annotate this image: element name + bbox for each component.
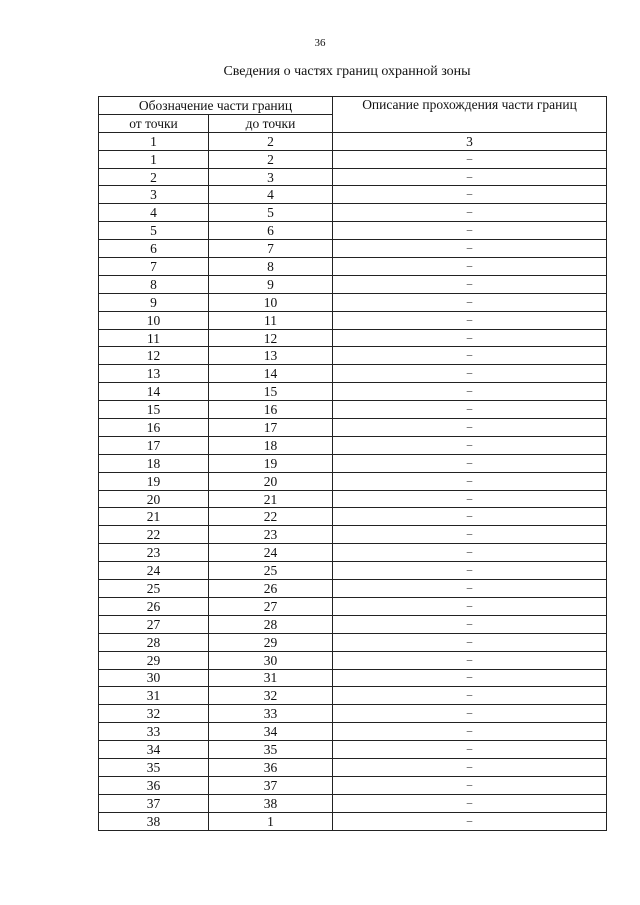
column-index-row [99, 132, 607, 150]
to-point-cell: 12 [209, 329, 333, 347]
description-cell: – [333, 490, 607, 508]
to-point-cell: 5 [209, 204, 333, 222]
from-point-cell: 35 [99, 758, 209, 776]
to-point-cell: 27 [209, 597, 333, 615]
table-row [99, 580, 607, 598]
to-point-cell: 31 [209, 669, 333, 687]
from-point-cell: 30 [99, 669, 209, 687]
from-point-cell: 34 [99, 741, 209, 759]
description-cell: – [333, 347, 607, 365]
from-point-cell: 17 [99, 436, 209, 454]
description-cell: – [333, 687, 607, 705]
to-point-cell: 33 [209, 705, 333, 723]
description-cell: – [333, 741, 607, 759]
description-cell: – [333, 544, 607, 562]
table-row [99, 508, 607, 526]
to-point-cell: 20 [209, 472, 333, 490]
description-cell: – [333, 222, 607, 240]
from-point-cell: 10 [99, 311, 209, 329]
description-cell: – [333, 615, 607, 633]
table-row [99, 723, 607, 741]
description-cell: – [333, 508, 607, 526]
description-cell: – [333, 365, 607, 383]
column-index-to: 2 [209, 132, 333, 150]
column-index-desc: 3 [333, 132, 607, 150]
table-row [99, 436, 607, 454]
description-cell: – [333, 240, 607, 258]
to-point-cell: 18 [209, 436, 333, 454]
description-cell: – [333, 597, 607, 615]
table-row [99, 794, 607, 812]
from-point-cell: 20 [99, 490, 209, 508]
to-point-cell: 34 [209, 723, 333, 741]
table-row [99, 258, 607, 276]
from-point-cell: 22 [99, 526, 209, 544]
to-point-cell: 23 [209, 526, 333, 544]
from-point-cell: 31 [99, 687, 209, 705]
from-point-cell: 7 [99, 258, 209, 276]
table-row [99, 687, 607, 705]
from-point-cell: 2 [99, 168, 209, 186]
description-cell: – [333, 562, 607, 580]
from-point-cell: 36 [99, 776, 209, 794]
table-row [99, 311, 607, 329]
description-cell: – [333, 419, 607, 437]
to-point-cell: 26 [209, 580, 333, 598]
table-row [99, 633, 607, 651]
description-cell: – [333, 758, 607, 776]
table-row [99, 669, 607, 687]
from-point-cell: 21 [99, 508, 209, 526]
table-row [99, 204, 607, 222]
description-cell: – [333, 186, 607, 204]
column-index-from: 1 [99, 132, 209, 150]
table-row [99, 329, 607, 347]
table-row [99, 544, 607, 562]
description-cell: – [333, 723, 607, 741]
page-number: 36 [314, 37, 326, 49]
to-point-cell: 19 [209, 454, 333, 472]
description-cell: – [333, 812, 607, 830]
description-cell: – [333, 329, 607, 347]
description-cell: – [333, 401, 607, 419]
description-cell: – [333, 436, 607, 454]
to-point-cell: 21 [209, 490, 333, 508]
table-header [99, 97, 607, 151]
to-point-cell: 4 [209, 186, 333, 204]
table-row [99, 741, 607, 759]
to-point-cell: 1 [209, 812, 333, 830]
to-point-cell: 32 [209, 687, 333, 705]
from-point-cell: 12 [99, 347, 209, 365]
to-point-cell: 22 [209, 508, 333, 526]
from-point-cell: 14 [99, 383, 209, 401]
to-point-header: до точки [209, 114, 333, 132]
description-cell: – [333, 168, 607, 186]
from-point-cell: 23 [99, 544, 209, 562]
from-point-cell: 4 [99, 204, 209, 222]
table-row [99, 150, 607, 168]
to-point-cell: 11 [209, 311, 333, 329]
to-point-cell: 25 [209, 562, 333, 580]
description-cell: – [333, 275, 607, 293]
table-row [99, 222, 607, 240]
from-point-cell: 28 [99, 633, 209, 651]
to-point-cell: 7 [209, 240, 333, 258]
table-row [99, 615, 607, 633]
from-point-cell: 24 [99, 562, 209, 580]
to-point-cell: 6 [209, 222, 333, 240]
from-point-cell: 13 [99, 365, 209, 383]
from-point-cell: 8 [99, 275, 209, 293]
to-point-cell: 35 [209, 741, 333, 759]
table-row [99, 526, 607, 544]
header-row-group [99, 97, 607, 115]
to-point-cell: 29 [209, 633, 333, 651]
table-row [99, 490, 607, 508]
boundary-part-designation-header: Обозначение части границ [99, 97, 333, 115]
to-point-cell: 17 [209, 419, 333, 437]
from-point-cell: 11 [99, 329, 209, 347]
from-point-cell: 38 [99, 812, 209, 830]
to-point-cell: 38 [209, 794, 333, 812]
from-point-cell: 37 [99, 794, 209, 812]
description-cell: – [333, 580, 607, 598]
document-title: Сведения о частях границ охранной зоны [223, 64, 471, 79]
description-cell: – [333, 669, 607, 687]
from-point-cell: 16 [99, 419, 209, 437]
description-cell: – [333, 454, 607, 472]
table-row [99, 812, 607, 830]
table-row [99, 651, 607, 669]
table-row [99, 383, 607, 401]
to-point-cell: 24 [209, 544, 333, 562]
from-point-cell: 1 [99, 150, 209, 168]
to-point-cell: 36 [209, 758, 333, 776]
from-point-cell: 3 [99, 186, 209, 204]
table-row [99, 293, 607, 311]
description-cell: – [333, 311, 607, 329]
from-point-cell: 19 [99, 472, 209, 490]
description-cell: – [333, 526, 607, 544]
table-body [99, 150, 607, 830]
table-row [99, 168, 607, 186]
to-point-cell: 3 [209, 168, 333, 186]
description-cell: – [333, 651, 607, 669]
from-point-cell: 32 [99, 705, 209, 723]
from-point-cell: 33 [99, 723, 209, 741]
table-row [99, 705, 607, 723]
to-point-cell: 9 [209, 275, 333, 293]
table-row [99, 401, 607, 419]
table-row [99, 419, 607, 437]
from-point-cell: 25 [99, 580, 209, 598]
table-row [99, 562, 607, 580]
to-point-cell: 2 [209, 150, 333, 168]
description-cell: – [333, 794, 607, 812]
from-point-cell: 6 [99, 240, 209, 258]
boundary-description-header: Описание прохождения части границ [333, 97, 607, 133]
from-point-cell: 18 [99, 454, 209, 472]
table-row [99, 365, 607, 383]
to-point-cell: 8 [209, 258, 333, 276]
from-point-cell: 26 [99, 597, 209, 615]
to-point-cell: 16 [209, 401, 333, 419]
from-point-header: от точки [99, 114, 209, 132]
description-cell: – [333, 258, 607, 276]
description-cell: – [333, 776, 607, 794]
table-row [99, 597, 607, 615]
description-cell: – [333, 472, 607, 490]
from-point-cell: 29 [99, 651, 209, 669]
to-point-cell: 10 [209, 293, 333, 311]
boundary-parts-table [98, 96, 607, 831]
from-point-cell: 5 [99, 222, 209, 240]
from-point-cell: 15 [99, 401, 209, 419]
description-cell: – [333, 383, 607, 401]
to-point-cell: 30 [209, 651, 333, 669]
to-point-cell: 37 [209, 776, 333, 794]
table-row [99, 347, 607, 365]
from-point-cell: 9 [99, 293, 209, 311]
description-cell: – [333, 705, 607, 723]
to-point-cell: 14 [209, 365, 333, 383]
table-row [99, 275, 607, 293]
description-cell: – [333, 150, 607, 168]
to-point-cell: 28 [209, 615, 333, 633]
to-point-cell: 13 [209, 347, 333, 365]
table-row [99, 186, 607, 204]
to-point-cell: 15 [209, 383, 333, 401]
description-cell: – [333, 633, 607, 651]
description-cell: – [333, 204, 607, 222]
table-row [99, 758, 607, 776]
from-point-cell: 27 [99, 615, 209, 633]
description-cell: – [333, 293, 607, 311]
table-row [99, 454, 607, 472]
table-row [99, 240, 607, 258]
table-row [99, 472, 607, 490]
table-row [99, 776, 607, 794]
